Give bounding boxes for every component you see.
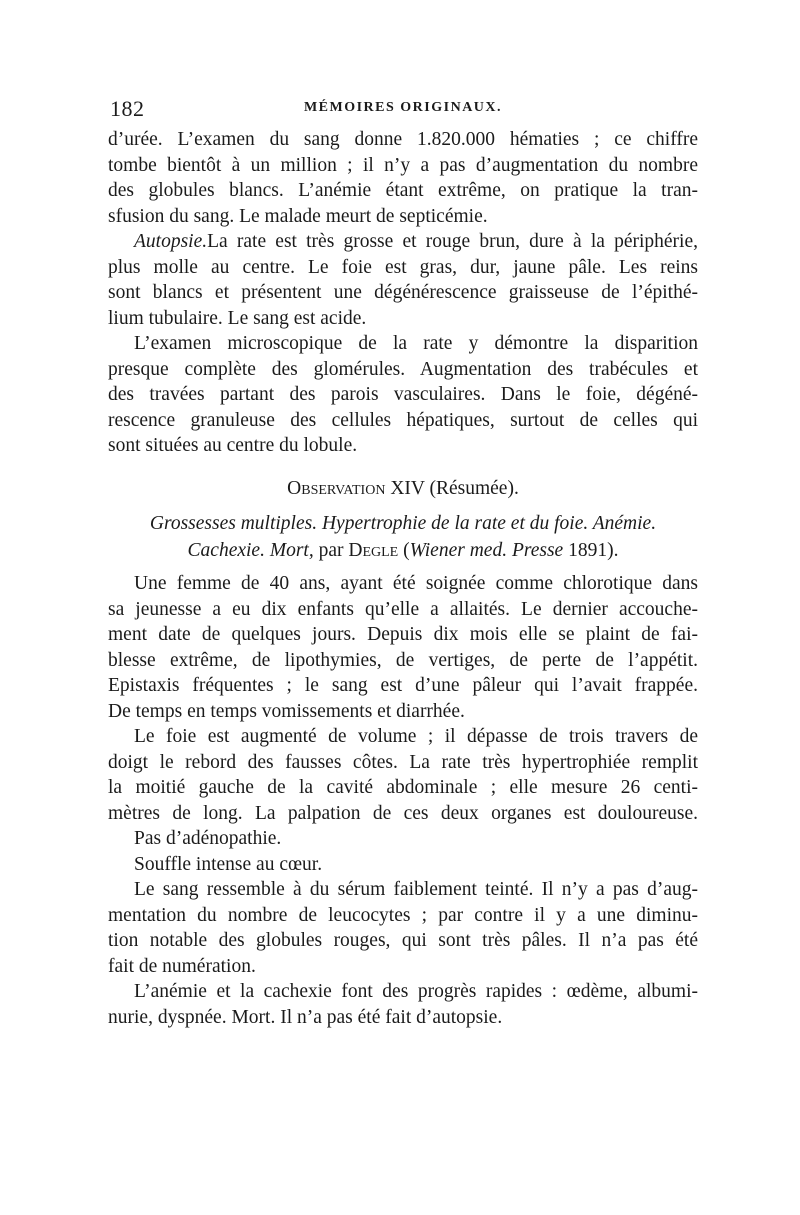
text-line: sont situées au centre du lobule. [108,435,358,456]
observation-subtitle [108,510,698,564]
text-line: mètres de long. La palpation de ces deux organes est douloureuse. [108,802,698,824]
text-line: ment date de quelques jours. Depuis dix mois elle se plaint de fai- [108,624,698,645]
text-line: tombe bientôt à un million ; il n’y a pas d’augmentation du nombre [108,154,698,176]
text-line: nurie, dyspnée. Mort. Il n’a pas été fait d’autopsie. [108,1006,503,1028]
subtitle-journal: Wiener med. Presse [409,540,564,561]
text-line: des globules blancs. L’anémie étant extrême, on pratique la tran- [108,180,698,201]
text-line: des travées partant des parois vasculaires. Dans le foie, dégéné- [108,384,698,405]
text-line: d’urée. L’examen du sang donne 1.820.000 hématies ; ce chiffre [108,129,698,150]
case-paragraphs-top [108,127,698,459]
subtitle-open: ( [398,540,410,561]
text-line: tion notable des globules rouges, qui sont très pâles. Il n’a pas été [108,930,698,951]
observation-heading [108,478,698,500]
text-line: De temps en temps vomissements et diarrhée. [108,700,465,722]
autopsie-label: Autopsie. [134,231,208,252]
subtitle-author: Degle [348,540,399,561]
subtitle-year: 1891). [563,540,619,561]
observation-number: XIV (Résumée). [390,478,519,499]
text-line: presque complète des glomérules. Augmentation des trabécules et [108,358,698,380]
text-line: Souffle intense au cœur. [134,853,323,875]
text-line: sa jeunesse a eu dix enfants qu’elle a allaités. Le dernier accouche- [108,598,698,620]
autopsie-line [108,229,698,255]
subtitle-italic: Cachexie. Mort, [187,540,314,561]
subtitle-par: par [313,540,349,561]
text-line: L’anémie et la cachexie font des progrès rapides : œdème, albumi- [134,981,698,1002]
case-paragraphs-bottom [108,571,698,1030]
text-line: Pas d’adénopathie. [134,828,282,849]
text-line: La rate est très grosse et rouge brun, dure à la périphérie, [207,231,698,252]
text-line: doigt le rebord des fausses côtes. La rate très hypertrophiée remplit [108,751,698,773]
text-line: blesse extrême, de lipothymies, de vertiges, de perte de l’appétit. [108,649,698,671]
text-line: fait de numération. [108,955,256,977]
subtitle-line-1: Grossesses multiples. Hypertrophie de la rate et du foie. Anémie. [149,513,657,534]
text-line: Le sang ressemble à du sérum faiblement teinté. Il n’y a pas d’aug- [134,879,698,900]
text-line: sont blancs et présentent une dégénérescence graisseuse de l’épithé- [108,282,698,303]
text-line: plus molle au centre. Le foie est gras, dur, jaune pâle. Les reins [108,256,698,278]
text-line: la moitié gauche de la cavité abdominale ; elle mesure 26 centi- [108,777,698,798]
text-line: mentation du nombre de leucocytes ; par contre il y a une diminu- [108,904,698,926]
text-line: sfusion du sang. Le malade meurt de septicémie. [108,205,488,227]
observation-label: Observation [287,478,386,499]
text-line: L’examen microscopique de la rate y démontre la disparition [134,333,698,354]
text-line: Epistaxis fréquentes ; le sang est d’une pâleur qui l’avait frappée. [108,675,698,696]
text-line: rescence granuleuse des cellules hépatiques, surtout de celles qui [108,409,698,431]
text-line: Le foie est augmenté de volume ; il dépasse de trois travers de [134,726,698,747]
subtitle-line-2 [108,537,698,564]
text-line: lium tubulaire. Le sang est acide. [108,307,367,329]
page-number: 182 [110,96,145,121]
text-line: Une femme de 40 ans, ayant été soignée comme chlorotique dans [134,573,698,594]
page-header [110,96,696,126]
running-head: MÉMOIRES ORIGINAUX. [303,100,503,115]
